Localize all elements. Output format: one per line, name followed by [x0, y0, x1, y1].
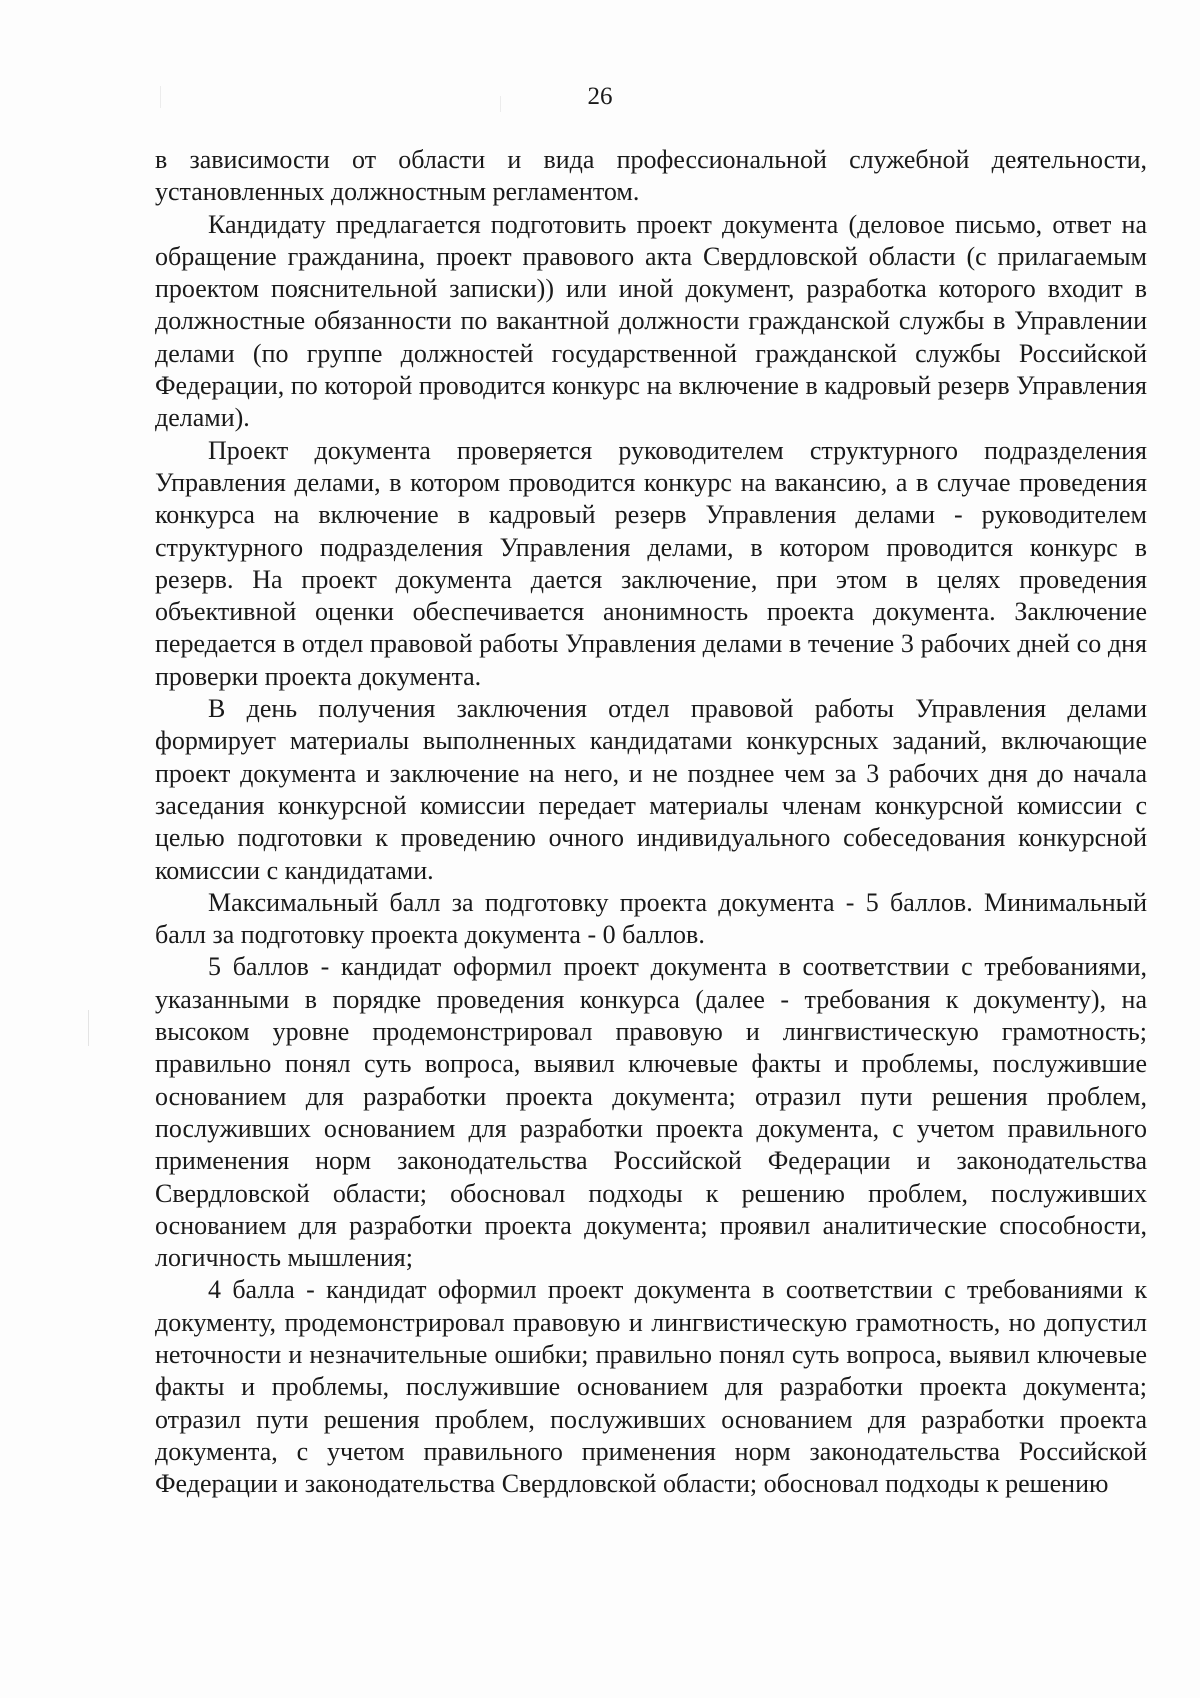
paragraph-continuation: в зависимости от области и вида профессиональной служебной деятельности, установленных должностным регламентом. — [155, 145, 1147, 207]
paragraph-review-procedure: Проект документа проверяется руководителем структурного подразделения Управления делами, в котором проводится конкурс на вакансию, а в случае проведения конкурса на включение в кадровый резерв Управления делами - руководителем структурного подразделения Управления делами, в котором проводится конкурс в резерв. На проект документа дается заключение, при этом в целях проведения объективной оценки обеспечивается анонимность проекта документа. Заключение передается в отдел правовой работы Управления делами в течение 3 рабочих дней со дня проверки проекта документа. — [155, 435, 1147, 691]
document-body — [155, 144, 1147, 1500]
paragraph-four-points: 4 балла - кандидат оформил проект документа в соответствии с требованиями к документу, продемонстрировал правовую и лингвистическую грамотность, но допустил неточности и незначительные ошибки; правильно понял суть вопроса, выявил ключевые факты и проблемы, послужившие основанием для разработки проекта документа; отразил пути решения проблем, послуживших основанием для разработки проекта документа, с учетом правильного применения норм законодательства Российской Федерации и законодательства Свердловской области; обосновал подходы к решению — [155, 1275, 1147, 1499]
paragraph-task-description: Кандидату предлагается подготовить проект документа (деловое письмо, ответ на обращение гражданина, проект правового акта Свердловской области (с прилагаемым проектом пояснительной записки)) или иной документ, разработка которого входит в должностные обязанности по вакантной должности гражданской службы в Управлении делами (по группе должностей государственной гражданской службы Российской Федерации, по которой проводится конкурс на включение в кадровый резерв Управления делами). — [155, 209, 1147, 433]
scan-artifact — [88, 1010, 89, 1046]
paragraph-five-points: 5 баллов - кандидат оформил проект документа в соответствии с требованиями, указанными в порядке проведения конкурса (далее - требования к документу), на высоком уровне продемонстрировал правовую и лингвистическую грамотность; правильно понял суть вопроса, выявил ключевые факты и проблемы, послужившие основанием для разработки проекта документа; отразил пути решения проблем, послуживших основанием для разработки проекта документа, с учетом правильного применения норм законодательства Российской Федерации и законодательства Свердловской области; обосновал подходы к решению проблем, послуживших основанием для разработки проекта документа; проявил аналитические способности, логичность мышления; — [155, 952, 1147, 1273]
paragraph-score-range: Максимальный балл за подготовку проекта документа - 5 баллов. Минимальный балл за подготовку проекта документа - 0 баллов. — [155, 887, 1147, 950]
page-number: 26 — [587, 83, 613, 110]
paragraph-materials-transfer: В день получения заключения отдел правовой работы Управления делами формирует материалы выполненных кандидатами конкурсных заданий, включающие проект документа и заключение на него, и не позднее чем за 3 рабочих дня до начала заседания конкурсной комиссии передает материалы членам конкурсной комиссии с целью подготовки к проведению очного индивидуального собеседования конкурсной комиссии с кандидатами. — [155, 694, 1147, 885]
